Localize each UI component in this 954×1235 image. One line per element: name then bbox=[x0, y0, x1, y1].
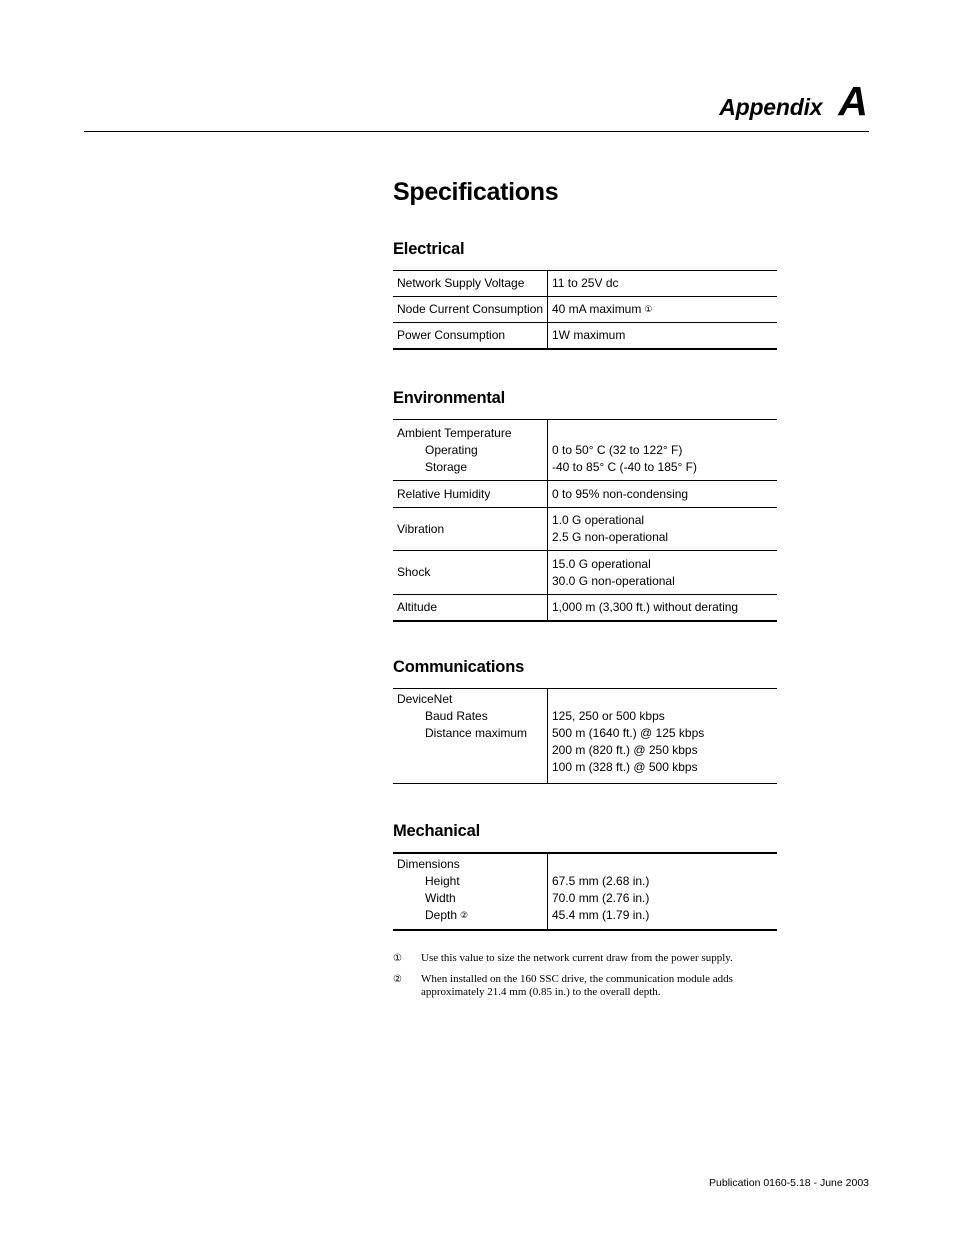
communications-table bbox=[393, 688, 777, 784]
spec-value-line: 2.5 G non-operational bbox=[552, 530, 669, 544]
spec-value bbox=[548, 420, 778, 481]
spec-sublabel: Distance maximum bbox=[425, 726, 528, 740]
spec-value-line: 30.0 G non-operational bbox=[552, 573, 675, 588]
spec-value-line: 15.0 G operational bbox=[552, 556, 651, 571]
table-row bbox=[393, 508, 777, 551]
spec-label: Altitude bbox=[393, 595, 548, 621]
table-row bbox=[393, 297, 777, 323]
section-heading-environmental: Environmental bbox=[393, 389, 506, 407]
spec-label-main: Dimensions bbox=[397, 857, 460, 871]
appendix-heading bbox=[719, 78, 868, 125]
spec-value: 1,000 m (3,300 ft.) without derating bbox=[548, 595, 778, 621]
spec-label: Relative Humidity bbox=[393, 481, 548, 508]
spec-label bbox=[393, 420, 548, 481]
appendix-letter: A bbox=[838, 78, 868, 124]
spec-value-line: 67.5 mm (2.68 in.) bbox=[552, 874, 650, 888]
spec-value-line: 1.0 G operational bbox=[552, 513, 645, 527]
footnotes bbox=[393, 952, 783, 1007]
table-row bbox=[393, 271, 777, 297]
table-row bbox=[393, 595, 777, 621]
footnote bbox=[393, 973, 783, 999]
spec-value-line: 45.4 mm (1.79 in.) bbox=[552, 908, 650, 922]
spec-value-line: 70.0 mm (2.76 in.) bbox=[552, 891, 650, 905]
header-rule bbox=[84, 131, 869, 132]
spec-sublabel: Height bbox=[425, 874, 460, 888]
spec-value bbox=[548, 297, 778, 323]
mechanical-table bbox=[393, 852, 777, 931]
publication-footer: Publication 0160-5.18 - June 2003 bbox=[709, 1177, 869, 1189]
spec-label-main: DeviceNet bbox=[397, 692, 453, 706]
spec-value-line: 0 to 50° C (32 to 122° F) bbox=[552, 442, 683, 457]
communications-section bbox=[393, 658, 777, 784]
electrical-table bbox=[393, 270, 777, 350]
footnote-ref-2: ② bbox=[460, 910, 469, 920]
table-row bbox=[393, 323, 777, 349]
section-heading-communications: Communications bbox=[393, 658, 525, 676]
spec-label: Shock bbox=[393, 551, 548, 595]
spec-label: Node Current Consumption bbox=[393, 297, 548, 323]
footnote-mark: ① bbox=[393, 953, 402, 964]
spec-value bbox=[548, 853, 778, 930]
spec-label bbox=[393, 689, 548, 784]
spec-value: 0 to 95% non-condensing bbox=[548, 481, 778, 508]
table-row bbox=[393, 420, 777, 481]
spec-sublabel: Storage bbox=[425, 459, 468, 474]
spec-value bbox=[548, 689, 778, 784]
footnote-text: Use this value to size the network current draw from the power supply. bbox=[421, 952, 733, 964]
spec-value bbox=[548, 508, 778, 551]
section-heading-electrical: Electrical bbox=[393, 240, 465, 258]
appendix-word: Appendix bbox=[719, 94, 823, 120]
footnote-ref-1: ① bbox=[644, 304, 653, 314]
spec-label: Power Consumption bbox=[393, 323, 548, 349]
spec-label: Vibration bbox=[393, 508, 548, 551]
environmental-table bbox=[393, 419, 777, 622]
spec-sublabel: Operating bbox=[425, 442, 478, 457]
footnote-mark: ② bbox=[393, 974, 402, 985]
table-row bbox=[393, 689, 777, 784]
mechanical-section bbox=[393, 822, 777, 931]
spec-label-main: Ambient Temperature bbox=[397, 425, 512, 440]
table-row bbox=[393, 481, 777, 508]
footnote bbox=[393, 952, 783, 965]
spec-value: 1W maximum bbox=[548, 323, 778, 349]
electrical-section bbox=[393, 240, 777, 350]
spec-sublabel-text: Depth bbox=[425, 908, 458, 922]
spec-value-line: 200 m (820 ft.) @ 250 kbps bbox=[552, 743, 698, 757]
table-row bbox=[393, 853, 777, 930]
spec-value-line: 100 m (328 ft.) @ 500 kbps bbox=[552, 760, 698, 774]
spec-value-text: 40 mA maximum bbox=[552, 302, 642, 316]
spec-value-line: 125, 250 or 500 kbps bbox=[552, 709, 665, 723]
spec-value bbox=[548, 551, 778, 595]
environmental-section bbox=[393, 389, 777, 622]
spec-sublabel: Width bbox=[425, 891, 456, 905]
spec-sublabel: Baud Rates bbox=[425, 709, 488, 723]
spec-label: Network Supply Voltage bbox=[393, 271, 548, 297]
spec-sublabel bbox=[397, 907, 547, 924]
section-heading-mechanical: Mechanical bbox=[393, 822, 480, 840]
table-row bbox=[393, 551, 777, 595]
spec-value-line: 500 m (1640 ft.) @ 125 kbps bbox=[552, 726, 705, 740]
footnote-text: When installed on the 160 SSC drive, the communication module adds approximately 21.4 mm (0.85 in.) to the overall depth. bbox=[421, 973, 733, 998]
spec-label bbox=[393, 853, 548, 930]
spec-value-line: -40 to 85° C (-40 to 185° F) bbox=[552, 459, 697, 474]
spec-value: 11 to 25V dc bbox=[552, 276, 619, 290]
page-title: Specifications bbox=[393, 178, 559, 206]
